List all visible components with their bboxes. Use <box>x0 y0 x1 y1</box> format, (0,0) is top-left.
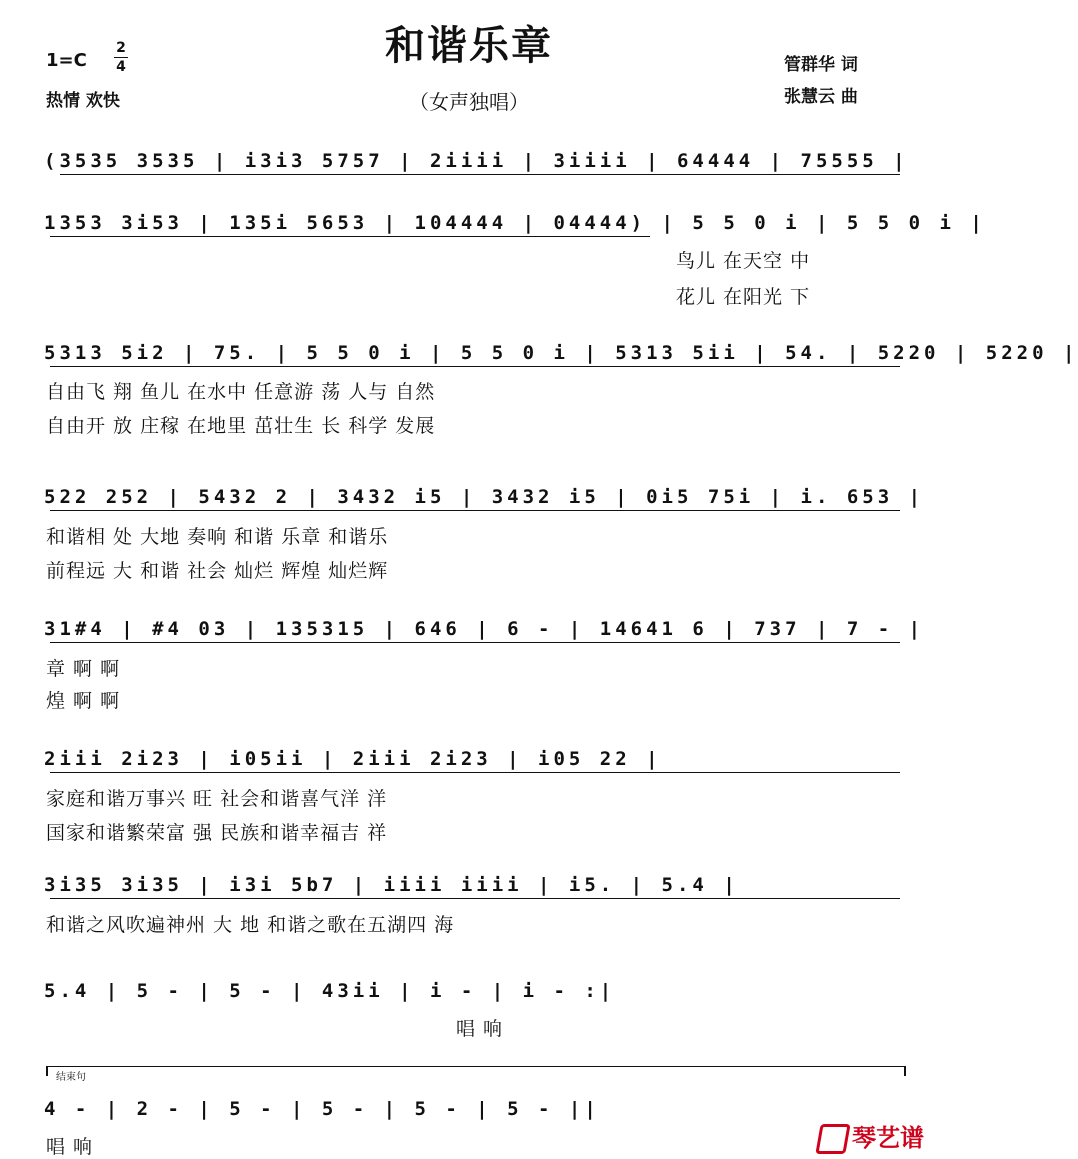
lyric-row-2-verse-2: 花儿 在阳光 下 <box>676 286 811 308</box>
underline-row-3 <box>50 366 900 367</box>
key-signature: 1=C <box>46 50 87 71</box>
score-row-8: 5.4 | 5 - | 5 - | 43ii | i - | i - :| <box>44 980 616 1002</box>
lyric-row-7: 和谐之风吹遍神州 大 地 和谐之歌在五湖四 海 <box>46 914 455 936</box>
score-row-3: 5313 5i2 | 75. | 5 5 0 i | 5 5 0 i | 5313 5ii | 54. | 5220 | 5220 | <box>44 342 1078 364</box>
score-row-4: 522 252 | 5432 2 | 3432 i5 | 3432 i5 | 0i5 75i | i. 653 | <box>44 486 925 508</box>
meter-divider <box>114 57 128 58</box>
lyric-row-5-verse-1: 章 啊 啊 <box>46 658 121 680</box>
page-subtitle: （女声独唱） <box>409 90 529 114</box>
score-row-2: 1353 3i53 | 135i 5653 | 104444 | 04444) | 5 5 0 i | 5 5 0 i | <box>44 212 986 234</box>
composer-credit: 张慧云 曲 <box>784 87 858 107</box>
lyric-row-8: 唱 响 <box>456 1018 504 1040</box>
lyric-row-4-verse-2: 前程远 大 和谐 社会 灿烂 辉煌 灿烂辉 <box>46 560 389 582</box>
logo-text: 琴艺谱 <box>852 1124 924 1152</box>
lyric-row-3-verse-1: 自由飞 翔 鱼儿 在水中 任意游 荡 人与 自然 <box>46 381 436 403</box>
tempo-marking: 热情 欢快 <box>46 91 120 111</box>
score-row-1: (3535 3535 | i3i3 5757 | 2iiii | 3iiii | 64444 | 75555 | <box>44 150 909 172</box>
lyricist-credit: 管群华 词 <box>784 55 858 75</box>
time-signature <box>114 40 128 75</box>
coda-bracket-line <box>46 1066 906 1067</box>
underline-row-4 <box>50 510 900 511</box>
lyric-row-3-verse-2: 自由开 放 庄稼 在地里 茁壮生 长 科学 发展 <box>46 415 436 437</box>
lyric-row-2-verse-1: 鸟儿 在天空 中 <box>676 250 811 272</box>
score-row-5: 31#4 | #4 03 | 135315 | 646 | 6 - | 14641 6 | 737 | 7 - | <box>44 618 925 640</box>
underline-row-1 <box>60 174 900 175</box>
page-title: 和谐乐章 <box>385 23 553 69</box>
score-row-6: 2iii 2i23 | i05ii | 2iii 2i23 | i05 22 | <box>44 748 662 770</box>
coda-bracket-left <box>46 1066 48 1076</box>
logo-mark-icon <box>815 1124 850 1154</box>
coda-bracket-right <box>904 1066 906 1076</box>
coda-label: 结束句 <box>56 1072 86 1083</box>
lyric-row-4-verse-1: 和谐相 处 大地 奏响 和谐 乐章 和谐乐 <box>46 526 389 548</box>
underline-row-6 <box>50 772 900 773</box>
lyric-row-6-verse-2: 国家和谐繁荣富 强 民族和谐幸福吉 祥 <box>46 822 388 844</box>
score-row-7: 3i35 3i35 | i3i 5b7 | iiii iiii | i5. | 5.4 | <box>44 874 739 896</box>
lyric-row-9: 唱 响 <box>46 1136 94 1158</box>
lyric-row-5-verse-2: 煌 啊 啊 <box>46 690 121 712</box>
underline-row-7 <box>50 898 900 899</box>
site-logo <box>818 1118 924 1154</box>
score-row-9: 4 - | 2 - | 5 - | 5 - | 5 - | 5 - || <box>44 1098 600 1120</box>
lyric-row-6-verse-1: 家庭和谐万事兴 旺 社会和谐喜气洋 洋 <box>46 788 388 810</box>
meter-top: 2 <box>116 40 126 56</box>
meter-bottom: 4 <box>116 59 126 75</box>
underline-row-5 <box>50 642 900 643</box>
underline-row-2 <box>50 236 650 237</box>
